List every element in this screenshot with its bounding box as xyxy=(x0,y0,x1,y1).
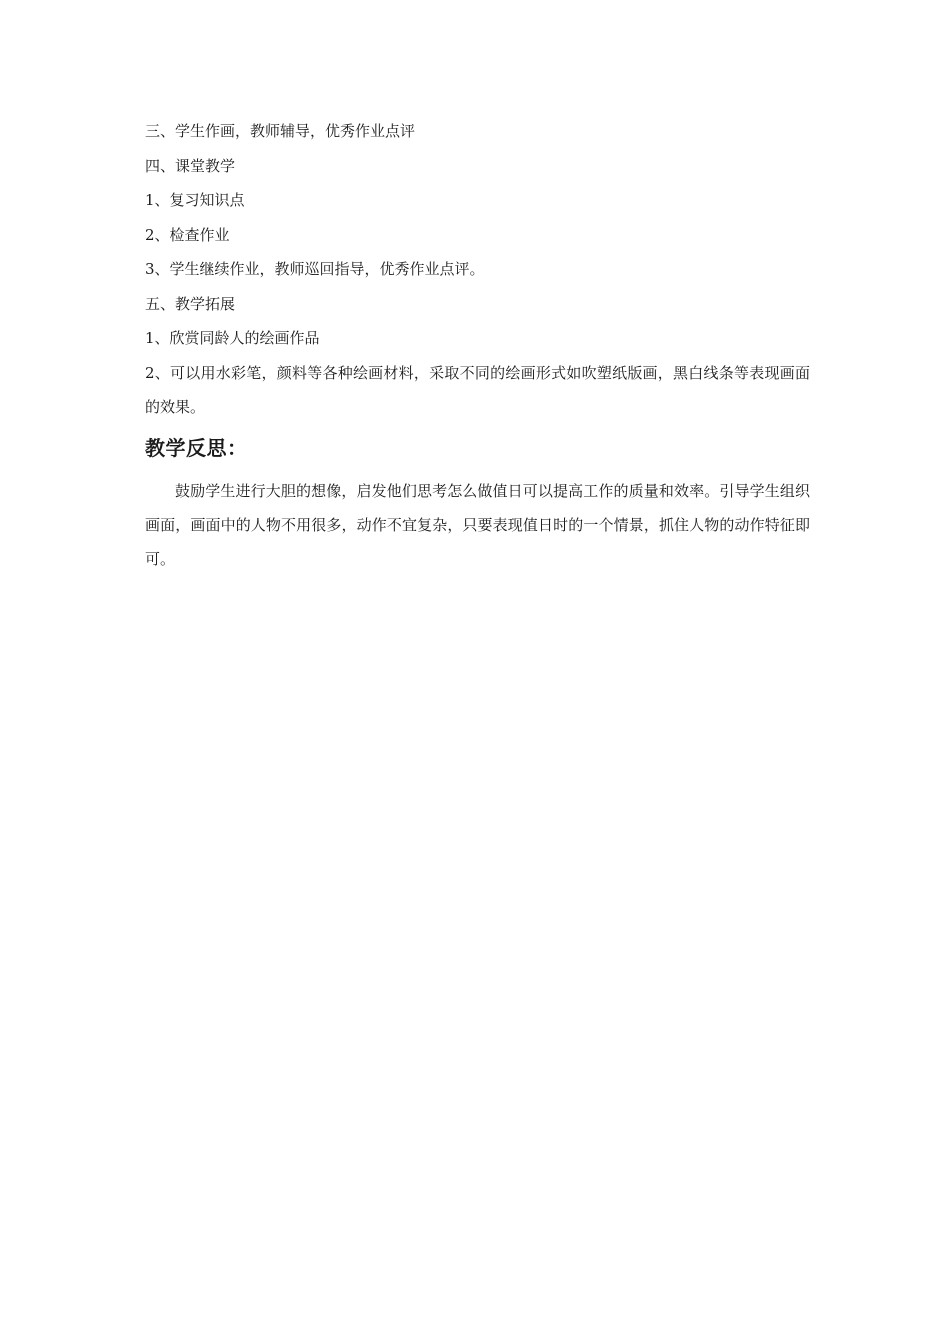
step-four-item-3: 3、学生继续作业，教师巡回指导，优秀作业点评。 xyxy=(145,260,485,278)
step-four-item-1: 1、复习知识点 xyxy=(145,191,245,209)
step-four-item-2: 2、检查作业 xyxy=(145,225,230,244)
step-five-heading: 五、教学拓展 xyxy=(145,294,236,313)
step-four-heading: 四、课堂教学 xyxy=(145,156,236,175)
reflection-paragraph: 鼓励学生进行大胆的想像，启发他们思考怎么做值日可以提高工作的质量和效率。引导学生组织画面，画面中的人物不用很多，动作不宜复杂，只要表现值日时的一个情景，抓住人物的动作特征即可。 xyxy=(145,481,810,568)
step-three-line: 三、学生作画，教师辅导，优秀作业点评 xyxy=(145,122,416,140)
reflection-heading: 教学反思： xyxy=(145,435,248,460)
document-page xyxy=(145,114,810,576)
step-five-item-1: 1、欣赏同龄人的绘画作品 xyxy=(145,329,320,347)
step-five-item-2: 2、可以用水彩笔，颜料等各种绘画材料，采取不同的绘画形式如吹塑纸版画，黑白线条等表现画面的效果。 xyxy=(145,363,810,416)
